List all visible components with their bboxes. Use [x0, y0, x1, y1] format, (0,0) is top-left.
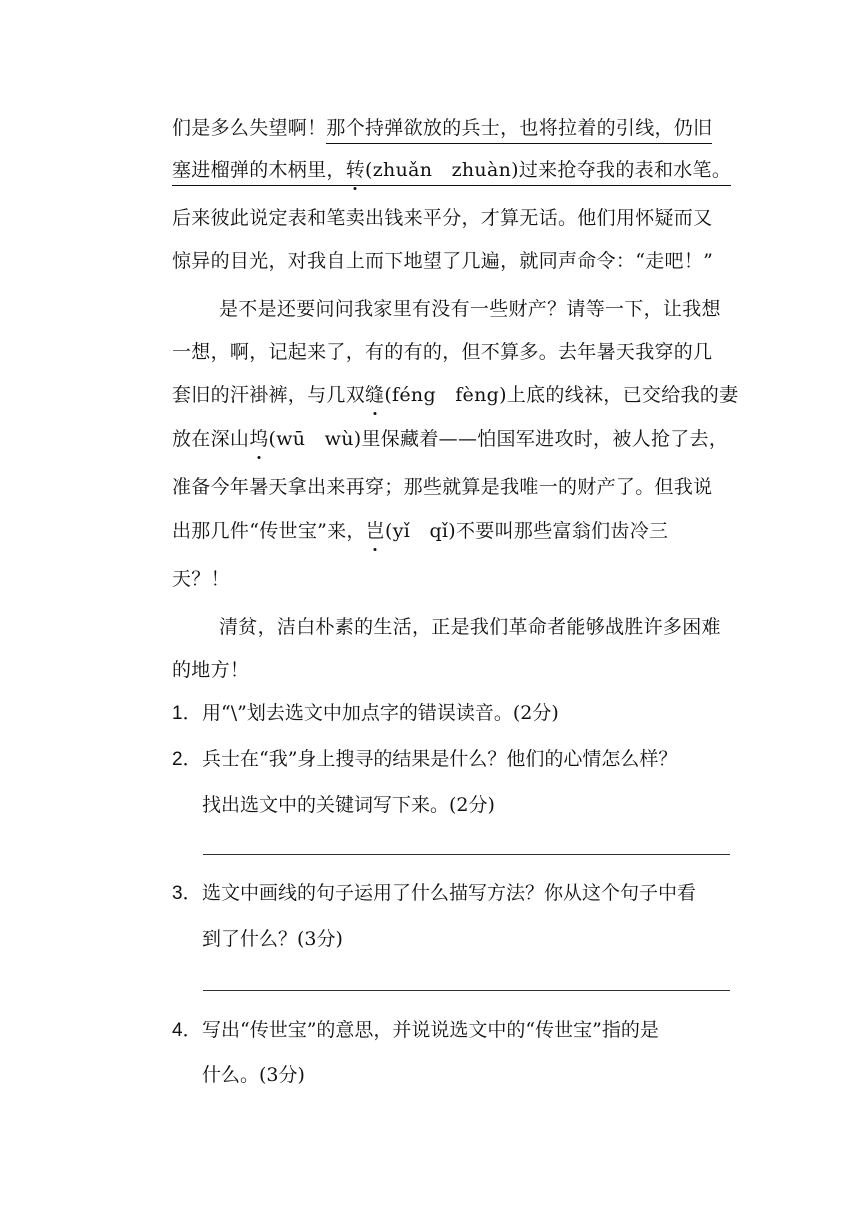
question-3 — [172, 880, 696, 907]
dotted-character: 缝 — [365, 384, 385, 406]
question-number: 1． — [172, 703, 202, 724]
underlined-sentence: 那个持弹欲放的兵士，也将拉着的引线，仍旧 — [326, 117, 712, 144]
passage-line: 清贫，洁白朴素的生活，正是我们革命者能够战胜许多困难 — [219, 616, 721, 638]
question-number: 4． — [172, 1020, 202, 1041]
question-text: 兵士在“我”身上搜寻的结果是什么？他们的心情怎么样？ — [202, 748, 678, 770]
question-text: 选文中画线的句子运用了什么描写方法？你从这个句子中看 — [202, 882, 697, 904]
question-text-continued: 找出选文中的关键词写下来。(2分) — [202, 794, 495, 816]
passage-line: 一想，啊，记起来了，有的有的，但不算多。去年暑天我穿的几 — [172, 341, 713, 363]
question-number: 3． — [172, 883, 202, 904]
passage-line: 准备今年暑天拿出来再穿；那些就算是我唯一的财产了。但我说 — [172, 476, 713, 498]
question-text: 用“\”划去选文中加点字的错误读音。(2分) — [202, 702, 559, 724]
passage-line: 套旧的汗褂裤，与几双缝(féng fèng)上底的线袜，已交给我的妻 — [172, 384, 739, 406]
passage-line: 惊异的目光，对我自上而下地望了几遍，就同声命令：“走吧！” — [172, 250, 714, 272]
passage-line — [172, 157, 731, 183]
question-4 — [172, 1017, 659, 1044]
answer-line[interactable] — [203, 854, 730, 855]
question-1 — [172, 700, 559, 727]
underlined-sentence: 塞进榴弹的木柄里，转(zhuǎn zhuàn)过来抢夺我的表和水笔。 — [172, 159, 731, 186]
question-number: 2． — [172, 749, 202, 770]
question-text-continued: 到了什么？(3分) — [202, 928, 343, 950]
passage-line: 后来彼此说定表和笔卖出钱来平分，才算无话。他们用怀疑而又 — [172, 207, 713, 229]
dotted-character: 转 — [345, 159, 366, 181]
answer-line[interactable] — [203, 990, 730, 991]
passage-line: 们是多么失望啊！那个持弹欲放的兵士，也将拉着的引线，仍旧 — [172, 115, 712, 141]
passage-line: 放在深山坞(wū wù)里保藏着——怕国军进攻时，被人抢了去， — [172, 428, 729, 450]
passage-line: 天？！ — [172, 568, 230, 590]
question-text: 写出“传世宝”的意思，并说说选文中的“传世宝”指的是 — [202, 1019, 659, 1041]
dotted-character: 岂 — [365, 520, 386, 542]
question-text-continued: 什么。(3分) — [202, 1064, 305, 1086]
passage-line: 是不是还要问问我家里有没有一些财产？请等一下，让我想 — [219, 298, 721, 320]
question-2 — [172, 746, 677, 773]
dotted-character: 坞 — [249, 428, 269, 450]
passage-line: 的地方！ — [172, 659, 250, 681]
passage-line: 出那几件“传世宝”来，岂(yǐ qǐ)不要叫那些富翁们齿冷三 — [172, 520, 669, 542]
